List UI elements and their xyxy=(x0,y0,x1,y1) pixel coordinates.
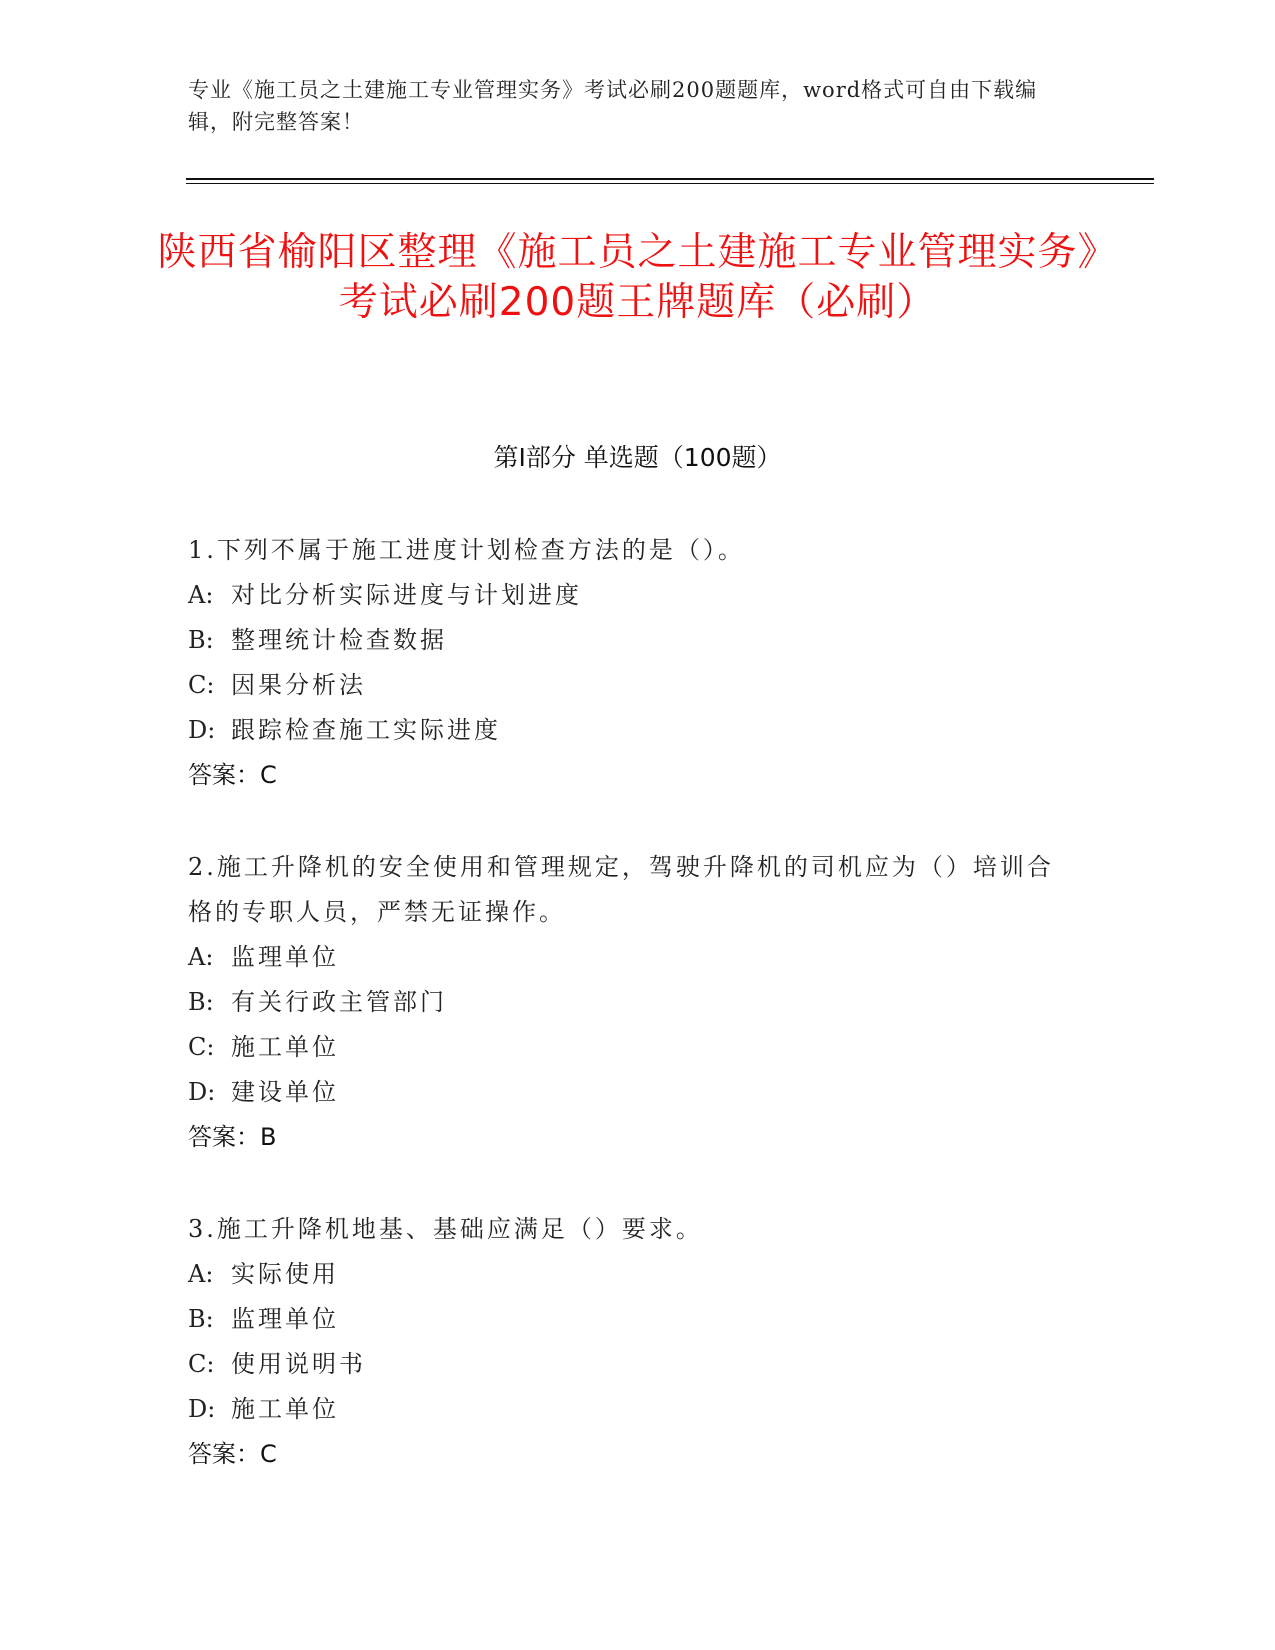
option-c xyxy=(188,663,1068,708)
option-text: 因果分析法 xyxy=(231,671,366,699)
question-list xyxy=(188,528,1068,1524)
option-d xyxy=(188,1070,1068,1115)
header-divider-thick xyxy=(186,178,1154,180)
option-text: 实际使用 xyxy=(231,1260,339,1288)
option-letter: D: xyxy=(188,1395,216,1423)
question-2 xyxy=(188,845,1068,1160)
option-b xyxy=(188,980,1068,1025)
option-text: 整理统计检查数据 xyxy=(231,626,447,654)
option-letter: C: xyxy=(188,1350,215,1378)
option-text: 施工单位 xyxy=(231,1395,339,1423)
option-a xyxy=(188,1252,1068,1297)
option-d xyxy=(188,708,1068,753)
option-letter: C: xyxy=(188,671,215,699)
option-a xyxy=(188,573,1068,618)
option-text: 监理单位 xyxy=(231,1305,339,1333)
option-c xyxy=(188,1025,1068,1070)
option-text: 跟踪检查施工实际进度 xyxy=(231,716,501,744)
option-text: 有关行政主管部门 xyxy=(231,988,447,1016)
option-letter: C: xyxy=(188,1033,215,1061)
option-letter: B: xyxy=(188,988,214,1016)
option-letter: B: xyxy=(188,626,214,654)
section-title: 第Ⅰ部分 单选题（100题） xyxy=(493,443,782,472)
header-note: 专业《施工员之土建施工专业管理实务》考试必刷200题题库，word格式可自由下载编辑，附完整答案！ xyxy=(188,78,1038,134)
option-letter: D: xyxy=(188,1078,216,1106)
option-d xyxy=(188,1387,1068,1432)
question-3 xyxy=(188,1207,1068,1477)
option-text: 施工单位 xyxy=(231,1033,339,1061)
option-b xyxy=(188,1297,1068,1342)
option-text: 使用说明书 xyxy=(231,1350,366,1378)
answer-line: 答案：B xyxy=(188,1123,277,1151)
option-text: 建设单位 xyxy=(231,1078,339,1106)
answer-line: 答案：C xyxy=(188,1440,277,1468)
question-stem: 1.下列不属于施工进度计划检查方法的是（）。 xyxy=(188,536,745,564)
question-1 xyxy=(188,528,1068,798)
option-text: 对比分析实际进度与计划进度 xyxy=(231,581,582,609)
option-letter: A: xyxy=(188,1260,214,1288)
option-letter: A: xyxy=(188,943,214,971)
document-title: 陕西省榆阳区整理《施工员之土建施工专业管理实务》考试必刷200题王牌题库（必刷） xyxy=(157,230,1118,325)
option-b xyxy=(188,618,1068,663)
option-text: 监理单位 xyxy=(231,943,339,971)
header-divider-thin xyxy=(186,183,1154,184)
option-letter: D: xyxy=(188,716,216,744)
question-stem: 2.施工升降机的安全使用和管理规定，驾驶升降机的司机应为（）培训合格的专职人员，严禁无证操作。 xyxy=(188,853,1054,926)
option-a xyxy=(188,935,1068,980)
option-c xyxy=(188,1342,1068,1387)
option-letter: A: xyxy=(188,581,214,609)
question-stem: 3.施工升降机地基、基础应满足（）要求。 xyxy=(188,1215,703,1243)
answer-line: 答案：C xyxy=(188,761,277,789)
option-letter: B: xyxy=(188,1305,214,1333)
